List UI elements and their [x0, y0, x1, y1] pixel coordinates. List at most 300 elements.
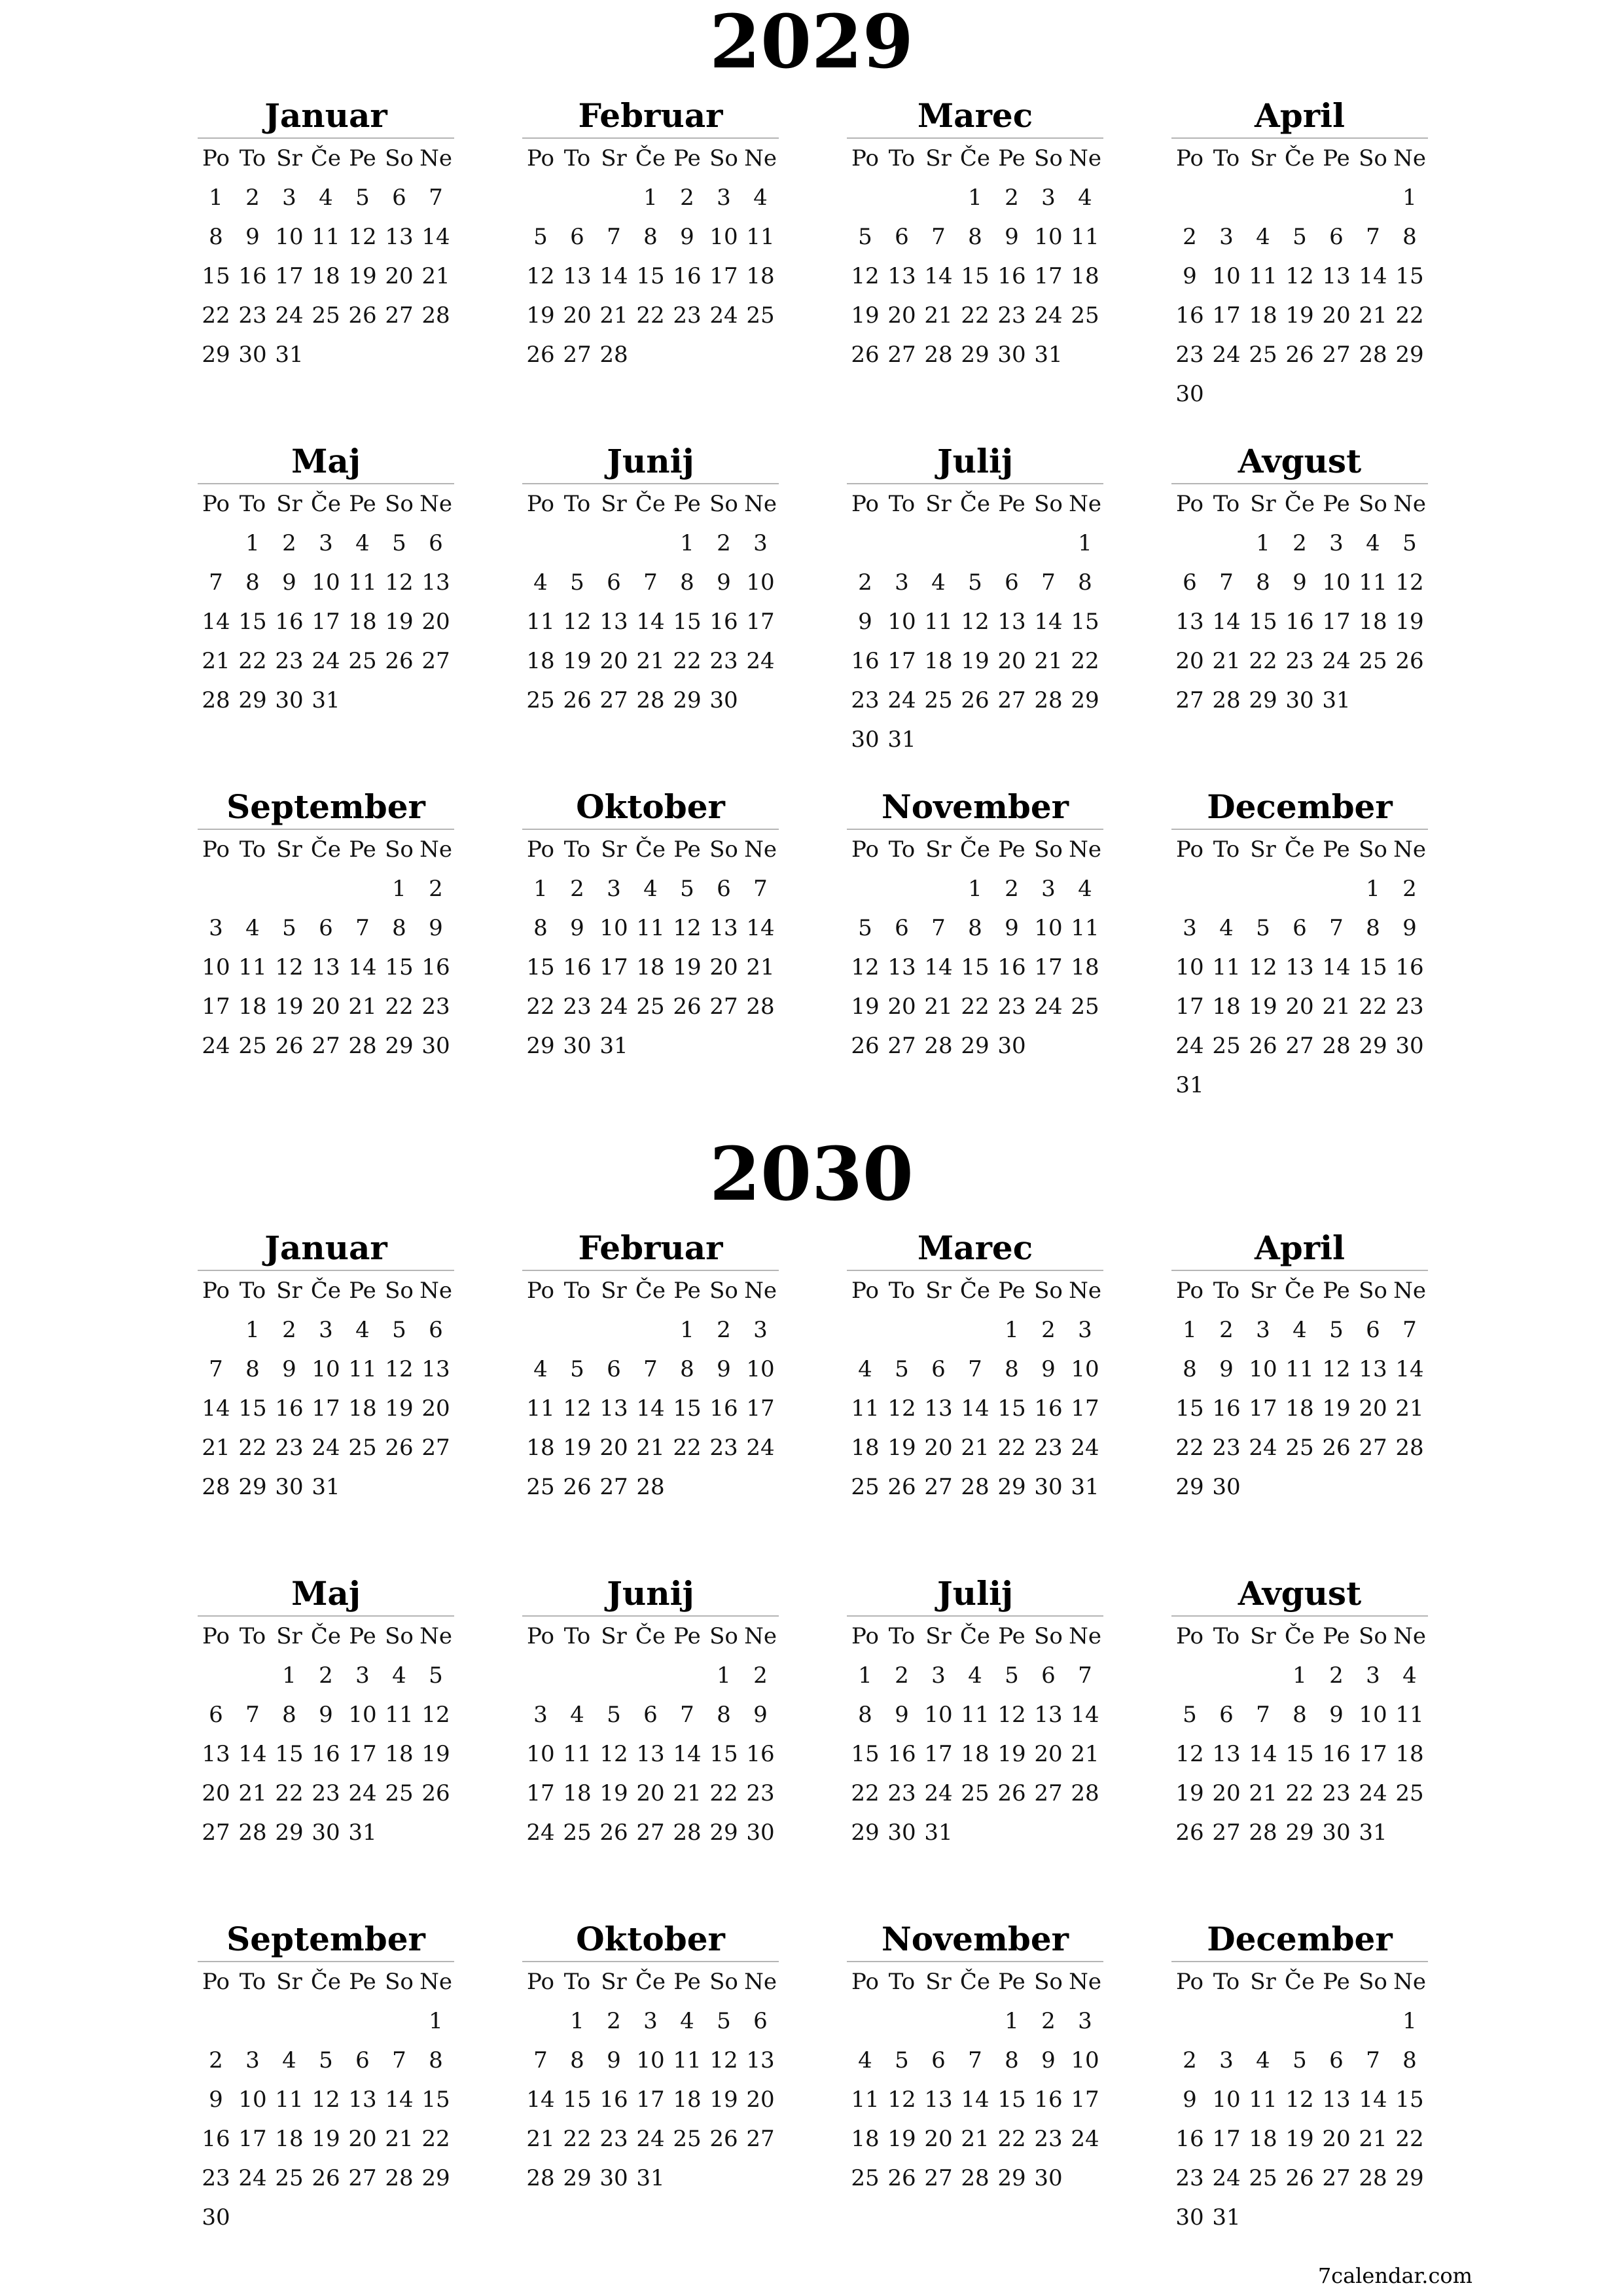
empty-cell	[1208, 2001, 1245, 2041]
day-cell: 31	[924, 1820, 953, 1846]
day-cell: 4	[858, 1356, 872, 1382]
empty-cell	[234, 2001, 271, 2041]
weekday-label: Pe	[349, 145, 376, 171]
month-name: Avgust	[1171, 1567, 1428, 1617]
day-cell: 7	[968, 2047, 982, 2073]
day-cell: 19	[526, 302, 555, 329]
day-cell: 20	[421, 609, 450, 635]
day-cell: 25	[563, 1820, 592, 1846]
day-cell: 18	[385, 1741, 414, 1767]
weekday-label: Sr	[601, 145, 627, 171]
weekday-label: Če	[310, 1623, 342, 1649]
day-cell: 24	[1212, 2165, 1241, 2191]
month-name: Avgust	[1171, 435, 1428, 484]
day-cell: 6	[570, 224, 584, 250]
month-marec	[847, 89, 1103, 374]
day-cell: 16	[709, 609, 738, 635]
day-cell: 23	[1212, 1435, 1241, 1461]
empty-cell	[344, 869, 381, 908]
day-cell: 1	[1005, 2008, 1019, 2034]
week-row	[847, 1695, 1103, 1734]
day-cell: 16	[1395, 954, 1424, 980]
day-cell: 19	[599, 1780, 628, 1806]
day-cell: 7	[643, 1356, 658, 1382]
day-cell: 3	[1183, 915, 1197, 941]
day-cell: 14	[599, 263, 628, 289]
day-cell: 11	[1071, 915, 1099, 941]
day-cell: 25	[385, 1780, 414, 1806]
day-cell: 8	[680, 1356, 694, 1382]
weekday-label: Ne	[1069, 836, 1101, 863]
day-cell: 24	[526, 1820, 555, 1846]
day-cell: 28	[636, 1474, 665, 1500]
day-cell: 11	[1395, 1702, 1424, 1728]
month-september	[198, 780, 454, 1066]
day-cell: 13	[887, 954, 916, 980]
day-cell: 9	[1005, 224, 1019, 250]
day-cell: 15	[202, 263, 230, 289]
day-cell: 9	[1293, 569, 1307, 596]
weekday-label: To	[888, 1623, 916, 1649]
day-cell: 31	[1175, 1072, 1204, 1098]
week-row	[847, 563, 1103, 602]
day-cell: 26	[526, 342, 555, 368]
empty-cell	[993, 1813, 1030, 1852]
day-cell: 29	[1395, 342, 1424, 368]
day-cell: 10	[1322, 569, 1351, 596]
day-cell: 1	[209, 185, 223, 211]
week-row	[847, 1774, 1103, 1813]
day-cell: 15	[526, 954, 555, 980]
day-cell: 14	[1359, 2087, 1387, 2113]
day-cell: 8	[1256, 569, 1270, 596]
day-cell: 4	[355, 1317, 370, 1343]
month-oktober	[522, 780, 779, 1066]
day-cell: 9	[858, 609, 872, 635]
day-cell: 13	[1285, 954, 1314, 980]
weekday-label: Ne	[1393, 1278, 1426, 1304]
day-cell: 26	[1285, 2165, 1314, 2191]
day-cell: 30	[1395, 1033, 1424, 1059]
weekday-label: So	[709, 491, 738, 517]
day-cell: 13	[385, 224, 414, 250]
day-cell: 11	[526, 1395, 555, 1422]
day-cell: 19	[997, 1741, 1026, 1767]
day-cell: 29	[563, 2165, 592, 2191]
empty-cell	[559, 178, 596, 217]
day-cell: 16	[599, 2087, 628, 2113]
month-december	[1171, 1912, 1428, 2237]
day-cell: 20	[709, 954, 738, 980]
day-cell: 16	[851, 648, 880, 674]
day-cell: 23	[238, 302, 267, 329]
weekday-header	[198, 830, 454, 869]
empty-cell	[1030, 1026, 1067, 1066]
day-cell: 1	[245, 1317, 260, 1343]
day-cell: 19	[673, 954, 702, 980]
weekday-label: Po	[202, 836, 230, 863]
day-cell: 2	[1005, 876, 1019, 902]
day-cell: 4	[1366, 530, 1380, 556]
day-cell: 3	[1329, 530, 1344, 556]
day-cell: 14	[1359, 263, 1387, 289]
week-row	[198, 217, 454, 257]
day-cell: 14	[1071, 1702, 1099, 1728]
weekday-label: Sr	[1250, 1623, 1276, 1649]
week-row	[198, 2001, 454, 2041]
day-cell: 24	[746, 648, 775, 674]
day-cell: 22	[997, 2126, 1026, 2152]
day-cell: 6	[643, 1702, 658, 1728]
empty-cell	[1318, 1066, 1355, 1105]
day-cell: 11	[1285, 1356, 1314, 1382]
week-row	[198, 563, 454, 602]
day-cell: 1	[1183, 1317, 1197, 1343]
empty-cell	[1208, 1656, 1245, 1695]
weekday-label: Če	[1284, 1969, 1315, 1995]
weekday-header	[198, 139, 454, 178]
day-cell: 3	[245, 2047, 260, 2073]
day-cell: 7	[753, 876, 768, 902]
weekday-label: Pe	[673, 1623, 701, 1649]
weekday-label: Sr	[925, 1278, 952, 1304]
day-cell: 3	[1041, 185, 1056, 211]
day-cell: 15	[1071, 609, 1099, 635]
day-cell: 2	[680, 185, 694, 211]
week-row	[1171, 178, 1428, 217]
day-cell: 11	[1359, 569, 1387, 596]
day-cell: 27	[599, 1474, 628, 1500]
day-cell: 4	[533, 1356, 548, 1382]
day-cell: 23	[421, 994, 450, 1020]
empty-cell	[559, 1656, 596, 1695]
empty-cell	[1318, 1467, 1355, 1507]
empty-cell	[522, 524, 559, 563]
day-cell: 12	[385, 1356, 414, 1382]
day-cell: 28	[1034, 687, 1063, 713]
day-cell: 17	[887, 648, 916, 674]
week-row	[847, 1026, 1103, 1066]
day-cell: 6	[1293, 915, 1307, 941]
day-cell: 3	[1078, 1317, 1092, 1343]
day-cell: 17	[1249, 1395, 1277, 1422]
day-cell: 28	[924, 342, 953, 368]
day-cell: 4	[282, 2047, 296, 2073]
day-cell: 11	[636, 915, 665, 941]
empty-cell	[669, 2159, 705, 2198]
day-cell: 4	[680, 2008, 694, 2034]
weekday-label: Po	[851, 145, 879, 171]
footer-site-credit: 7calendar.com	[1317, 2263, 1472, 2288]
day-cell: 6	[1041, 1662, 1056, 1689]
day-cell: 28	[746, 994, 775, 1020]
week-row	[522, 1310, 779, 1350]
day-cell: 28	[636, 687, 665, 713]
weekday-label: Če	[1284, 1623, 1315, 1649]
day-cell: 16	[1175, 302, 1204, 329]
day-cell: 25	[1285, 1435, 1314, 1461]
day-cell: 14	[1395, 1356, 1424, 1382]
day-cell: 13	[997, 609, 1026, 635]
day-cell: 22	[997, 1435, 1026, 1461]
day-cell: 5	[895, 1356, 909, 1382]
day-cell: 1	[533, 876, 548, 902]
weekday-label: To	[888, 491, 916, 517]
empty-cell	[1318, 178, 1355, 217]
day-cell: 12	[1322, 1356, 1351, 1382]
month-name: Julij	[847, 1567, 1103, 1617]
week-row	[198, 2119, 454, 2159]
weekday-label: Sr	[601, 491, 627, 517]
weekday-label: Pe	[998, 1278, 1026, 1304]
weekday-label: Če	[310, 836, 342, 863]
weekday-label: Ne	[1393, 1969, 1426, 1995]
week-row	[847, 217, 1103, 257]
empty-cell	[1067, 720, 1103, 759]
empty-cell	[1245, 1467, 1281, 1507]
day-cell: 30	[851, 726, 880, 753]
week-row	[847, 335, 1103, 374]
day-cell: 17	[526, 1780, 555, 1806]
weekday-label: So	[1034, 145, 1063, 171]
day-cell: 8	[1402, 224, 1417, 250]
day-cell: 12	[526, 263, 555, 289]
week-row	[1171, 335, 1428, 374]
day-cell: 28	[348, 1033, 377, 1059]
month-april	[1171, 1221, 1428, 1507]
day-cell: 18	[636, 954, 665, 980]
day-cell: 11	[1249, 263, 1277, 289]
day-cell: 31	[275, 342, 304, 368]
day-cell: 13	[202, 1741, 230, 1767]
day-cell: 6	[607, 1356, 621, 1382]
day-cell: 23	[1285, 648, 1314, 674]
weekday-header	[847, 484, 1103, 524]
day-cell: 20	[924, 2126, 953, 2152]
weekday-label: Po	[851, 836, 879, 863]
weekday-label: To	[239, 836, 266, 863]
weekday-label: Če	[635, 145, 666, 171]
day-cell: 12	[851, 954, 880, 980]
day-cell: 20	[563, 302, 592, 329]
day-cell: 16	[1034, 1395, 1063, 1422]
day-cell: 13	[1359, 1356, 1387, 1382]
empty-cell	[669, 1467, 705, 1507]
week-row	[847, 1389, 1103, 1428]
day-cell: 20	[599, 1435, 628, 1461]
weekday-label: Pe	[673, 836, 701, 863]
day-cell: 8	[533, 915, 548, 941]
weekday-label: Po	[202, 1623, 230, 1649]
weekday-label: To	[1213, 1969, 1240, 1995]
month-avgust	[1171, 435, 1428, 720]
day-cell: 26	[563, 1474, 592, 1500]
day-cell: 18	[348, 1395, 377, 1422]
week-row	[1171, 1310, 1428, 1350]
empty-cell	[1067, 2159, 1103, 2198]
empty-cell	[847, 1310, 883, 1350]
day-cell: 13	[636, 1741, 665, 1767]
day-cell: 23	[275, 1435, 304, 1461]
day-cell: 22	[1285, 1780, 1314, 1806]
day-cell: 21	[385, 2126, 414, 2152]
day-cell: 7	[1256, 1702, 1270, 1728]
day-cell: 14	[961, 2087, 990, 2113]
week-row	[522, 1695, 779, 1734]
day-cell: 19	[961, 648, 990, 674]
day-cell: 17	[1071, 1395, 1099, 1422]
empty-cell	[669, 1656, 705, 1695]
day-cell: 16	[997, 954, 1026, 980]
day-cell: 5	[680, 876, 694, 902]
week-row	[1171, 1389, 1428, 1428]
day-cell: 9	[245, 224, 260, 250]
day-cell: 8	[1078, 569, 1092, 596]
weekday-label: So	[1359, 145, 1387, 171]
day-cell: 26	[673, 994, 702, 1020]
day-cell: 29	[961, 342, 990, 368]
day-cell: 4	[392, 1662, 406, 1689]
week-row	[522, 602, 779, 641]
day-cell: 19	[1285, 2126, 1314, 2152]
weekday-label: Pe	[998, 836, 1026, 863]
day-cell: 16	[1285, 609, 1314, 635]
day-cell: 25	[1071, 994, 1099, 1020]
weekday-label: Ne	[744, 1278, 777, 1304]
day-cell: 26	[709, 2126, 738, 2152]
day-cell: 17	[312, 1395, 340, 1422]
empty-cell	[883, 2001, 920, 2041]
day-cell: 31	[887, 726, 916, 753]
day-cell: 23	[673, 302, 702, 329]
day-cell: 14	[636, 609, 665, 635]
week-row	[1171, 563, 1428, 602]
day-cell: 9	[607, 2047, 621, 2073]
week-row	[1171, 2080, 1428, 2119]
day-cell: 30	[421, 1033, 450, 1059]
month-maj	[198, 1567, 454, 1852]
empty-cell	[742, 681, 779, 720]
day-cell: 17	[1322, 609, 1351, 635]
day-cell: 12	[997, 1702, 1026, 1728]
day-cell: 2	[319, 1662, 333, 1689]
day-cell: 7	[429, 185, 443, 211]
day-cell: 4	[1078, 876, 1092, 902]
weekday-label: So	[1034, 836, 1063, 863]
day-cell: 31	[1071, 1474, 1099, 1500]
day-cell: 13	[348, 2087, 377, 2113]
day-cell: 27	[385, 302, 414, 329]
weekday-label: Ne	[744, 1969, 777, 1995]
day-cell: 18	[1071, 263, 1099, 289]
day-cell: 18	[1395, 1741, 1424, 1767]
empty-cell	[381, 1813, 418, 1852]
day-cell: 12	[887, 1395, 916, 1422]
weekday-label: Ne	[1069, 491, 1101, 517]
day-cell: 25	[851, 2165, 880, 2191]
day-cell: 26	[421, 1780, 450, 1806]
day-cell: 2	[1329, 1662, 1344, 1689]
weekday-label: Pe	[349, 1278, 376, 1304]
day-cell: 16	[202, 2126, 230, 2152]
month-junij	[522, 1567, 779, 1852]
day-cell: 10	[1249, 1356, 1277, 1382]
empty-cell	[418, 681, 454, 720]
day-cell: 9	[717, 1356, 731, 1382]
empty-cell	[1208, 178, 1245, 217]
empty-cell	[596, 524, 632, 563]
weekday-label: To	[239, 1278, 266, 1304]
day-cell: 11	[563, 1741, 592, 1767]
empty-cell	[1067, 1026, 1103, 1066]
week-row	[1171, 1428, 1428, 1467]
day-cell: 1	[858, 1662, 872, 1689]
day-cell: 8	[570, 2047, 584, 2073]
empty-cell	[632, 335, 669, 374]
week-row	[522, 2080, 779, 2119]
empty-cell	[669, 335, 705, 374]
weekday-label: Če	[959, 836, 991, 863]
empty-cell	[705, 335, 742, 374]
weekday-label: Ne	[1069, 1278, 1101, 1304]
empty-cell	[847, 2001, 883, 2041]
empty-cell	[957, 524, 993, 563]
empty-cell	[308, 2198, 344, 2237]
day-cell: 20	[1212, 1780, 1241, 1806]
empty-cell	[742, 1026, 779, 1066]
week-row	[198, 2080, 454, 2119]
weekday-header	[522, 484, 779, 524]
week-row	[522, 681, 779, 720]
day-cell: 10	[746, 1356, 775, 1382]
empty-cell	[418, 1813, 454, 1852]
day-cell: 30	[709, 687, 738, 713]
week-row	[198, 257, 454, 296]
day-cell: 7	[1219, 569, 1234, 596]
day-cell: 26	[1322, 1435, 1351, 1461]
empty-cell	[1171, 869, 1208, 908]
day-cell: 25	[1249, 2165, 1277, 2191]
day-cell: 29	[202, 342, 230, 368]
day-cell: 18	[1071, 954, 1099, 980]
week-row	[522, 1774, 779, 1813]
day-cell: 30	[312, 1820, 340, 1846]
day-cell: 6	[429, 1317, 443, 1343]
weekday-label: Po	[1176, 491, 1204, 517]
weekday-header	[847, 1962, 1103, 2001]
weekday-label: Ne	[419, 1969, 452, 1995]
weekday-label: Po	[1176, 1623, 1204, 1649]
day-cell: 13	[1322, 2087, 1351, 2113]
empty-cell	[1318, 2001, 1355, 2041]
day-cell: 18	[1285, 1395, 1314, 1422]
day-cell: 25	[526, 1474, 555, 1500]
day-cell: 9	[429, 915, 443, 941]
weekday-label: To	[888, 1969, 916, 1995]
day-cell: 1	[282, 1662, 296, 1689]
day-cell: 13	[599, 609, 628, 635]
empty-cell	[1391, 681, 1428, 720]
day-cell: 29	[709, 1820, 738, 1846]
day-cell: 13	[924, 2087, 953, 2113]
day-cell: 21	[202, 648, 230, 674]
day-cell: 13	[421, 569, 450, 596]
day-cell: 24	[1175, 1033, 1204, 1059]
day-cell: 15	[563, 2087, 592, 2113]
empty-cell	[522, 1656, 559, 1695]
day-cell: 15	[851, 1741, 880, 1767]
day-cell: 2	[1005, 185, 1019, 211]
